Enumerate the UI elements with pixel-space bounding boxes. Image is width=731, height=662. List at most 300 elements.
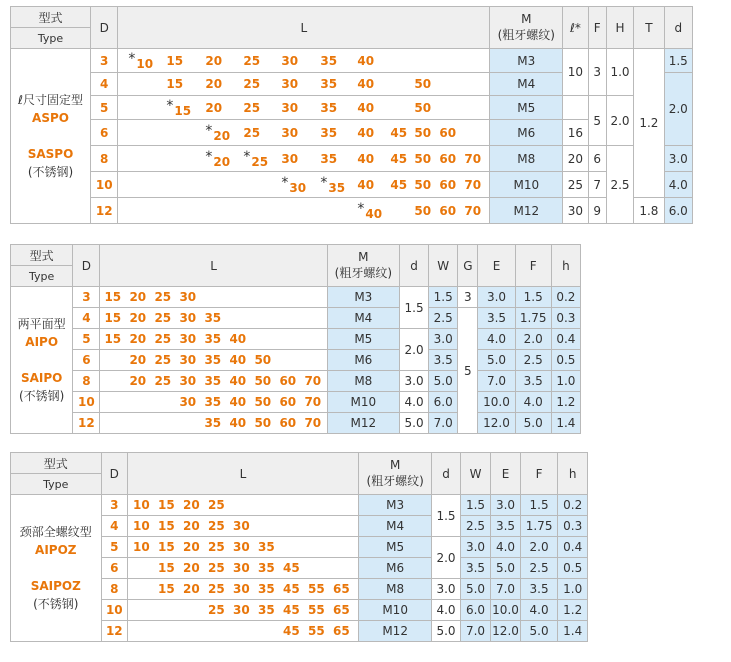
d-cell: 10 <box>91 172 118 198</box>
l-value <box>464 146 481 171</box>
g-cell: 5 <box>458 308 478 434</box>
l-value-number: 20 <box>213 128 231 143</box>
l-value-number: 10 <box>133 519 150 533</box>
l-value <box>439 198 456 223</box>
l-cell <box>128 537 359 558</box>
l-value <box>183 537 200 557</box>
t-cell: 1.8 <box>634 198 664 224</box>
f-cell: 4.0 <box>520 600 558 621</box>
m-cell: M6 <box>490 120 563 146</box>
e-cell: 3.5 <box>478 308 515 329</box>
f-cell: 1.5 <box>520 495 558 516</box>
w-cell: 7.0 <box>429 413 458 434</box>
l-value <box>414 198 431 223</box>
d-small-cell: 4.0 <box>432 600 460 621</box>
h-small-cell: 1.4 <box>551 413 580 434</box>
d-small-cell: 3.0 <box>400 371 429 392</box>
l-value <box>154 371 171 391</box>
d-cell: 8 <box>73 371 100 392</box>
h-small-cell: 1.0 <box>551 371 580 392</box>
f-cell: 6 <box>588 146 606 172</box>
w-cell: 3.0 <box>429 329 458 350</box>
d-cell: 10 <box>101 600 127 621</box>
d-small-cell: 1.5 <box>664 49 692 73</box>
d-cell: 6 <box>101 558 127 579</box>
type-header-en: Type <box>11 474 102 495</box>
l-value <box>229 392 246 412</box>
l-value <box>154 329 171 349</box>
e-cell: 10.0 <box>491 600 521 621</box>
m-header-label: M <box>521 12 532 26</box>
m-cell: M10 <box>327 392 399 413</box>
l-value <box>104 329 121 349</box>
l-value <box>204 413 221 433</box>
l-value-number: 10 <box>136 56 154 71</box>
e-cell: 7.0 <box>491 579 521 600</box>
l-value-number: 35 <box>204 416 222 430</box>
l-value <box>414 73 431 95</box>
l-value-number: 50 <box>414 77 432 91</box>
l-value <box>204 308 221 328</box>
l-value-number: 30 <box>179 332 197 346</box>
l-cell <box>100 308 327 329</box>
l-value-number: 70 <box>304 395 322 409</box>
l-value <box>205 73 222 95</box>
l-value <box>183 495 200 515</box>
l-value <box>204 371 221 391</box>
l-value <box>308 621 325 641</box>
l-value-number: 25 <box>208 519 225 533</box>
l-value-number: 60 <box>439 151 457 166</box>
l-value <box>320 120 337 145</box>
e-cell: 3.0 <box>478 287 515 308</box>
l-value-number: 10 <box>133 498 150 512</box>
type-header-cn: 型式 <box>11 245 73 266</box>
l-value <box>179 371 196 391</box>
l-value-number: 20 <box>183 561 200 575</box>
l-value-number: 50 <box>254 395 272 409</box>
l-value-number: 25 <box>208 498 225 512</box>
l-value-number: 20 <box>183 519 200 533</box>
l-value-number: 35 <box>258 540 275 554</box>
d-cell: 3 <box>101 495 127 516</box>
l-value <box>439 172 456 197</box>
w-header: W <box>460 453 491 495</box>
w-cell: 3.5 <box>460 558 491 579</box>
l-value-number: 40 <box>357 53 375 68</box>
d-cell: 4 <box>101 516 127 537</box>
l-cell <box>100 392 327 413</box>
l-value-number: 70 <box>464 177 482 192</box>
l-value <box>308 579 325 599</box>
l-value-number: 20 <box>205 77 223 91</box>
d-small-cell: 1.5 <box>400 287 429 329</box>
l-value-number: 60 <box>439 203 457 218</box>
type-cell <box>11 495 102 642</box>
d-cell: 4 <box>73 308 100 329</box>
l-value-number: 20 <box>129 311 147 325</box>
m-cell: M4 <box>359 516 432 537</box>
l-value-number: 25 <box>154 290 172 304</box>
l-value-number: 20 <box>205 100 223 115</box>
l-value <box>104 287 121 307</box>
l-value-number: 25 <box>243 53 261 68</box>
l-cell <box>128 579 359 600</box>
l-value <box>204 329 221 349</box>
w-cell: 2.5 <box>429 308 458 329</box>
l-value <box>320 146 337 171</box>
l-value-number: 65 <box>333 603 350 617</box>
l-value <box>154 350 171 370</box>
l-cell <box>118 73 490 96</box>
h-cell: 2.5 <box>606 146 633 224</box>
h-small-cell: 0.4 <box>558 537 588 558</box>
l-value <box>254 413 271 433</box>
l-value-number: 60 <box>439 177 457 192</box>
spec-table-aipo <box>10 244 581 434</box>
h-small-cell: 0.2 <box>558 495 588 516</box>
l-value <box>414 172 431 197</box>
l-value <box>133 495 150 515</box>
l-value <box>158 495 175 515</box>
l-value-number: 50 <box>414 177 432 192</box>
l-value-number: 20 <box>129 290 147 304</box>
d-cell: 6 <box>91 120 118 146</box>
l-value <box>254 392 271 412</box>
d-cell: 12 <box>91 198 118 224</box>
l-value <box>357 96 374 119</box>
l-value <box>179 308 196 328</box>
l-value-number: 35 <box>258 561 275 575</box>
e-cell: 5.0 <box>491 558 521 579</box>
l-value-number: 50 <box>254 416 272 430</box>
l-value-number: 35 <box>204 311 222 325</box>
h-cell: 2.0 <box>606 96 633 146</box>
l-header: L <box>100 245 327 287</box>
d-cell: 4 <box>91 73 118 96</box>
lstar-cell: 16 <box>563 120 588 146</box>
l-value <box>254 371 271 391</box>
asterisk-mark: * <box>205 122 213 139</box>
f-cell: 2.0 <box>515 329 551 350</box>
d-small-cell: 6.0 <box>664 198 692 224</box>
l-value <box>166 96 191 119</box>
l-value-number: 30 <box>179 395 197 409</box>
l-value <box>439 146 456 171</box>
l-value-number: 45 <box>283 603 300 617</box>
l-cell <box>128 600 359 621</box>
l-value-number: 55 <box>308 603 325 617</box>
t-header: T <box>634 7 664 49</box>
d-small-header: d <box>400 245 429 287</box>
l-value <box>281 120 298 145</box>
d-small-cell: 3.0 <box>432 579 460 600</box>
l-value-number: 45 <box>283 582 300 596</box>
type-name: ℓ尺寸固定型 <box>18 93 83 107</box>
l-value <box>133 516 150 536</box>
l-value-number: 40 <box>357 151 375 166</box>
m-cell: M5 <box>327 329 399 350</box>
l-value-number: 30 <box>281 77 299 91</box>
f-header: F <box>588 7 606 49</box>
l-cell <box>118 146 490 172</box>
l-value-number: 30 <box>233 519 250 533</box>
d-cell: 5 <box>91 96 118 120</box>
l-value-number: 50 <box>414 125 432 140</box>
l-value-number: 70 <box>464 203 482 218</box>
m-header-label: M <box>358 250 369 264</box>
l-value <box>229 413 246 433</box>
l-value <box>390 172 407 197</box>
type-cell <box>11 49 91 224</box>
e-cell: 12.0 <box>491 621 521 642</box>
l-value <box>308 600 325 620</box>
l-value-number: 25 <box>243 125 261 140</box>
type-code-stainless: SAIPO <box>20 371 63 385</box>
l-value <box>283 621 300 641</box>
h-small-cell: 1.2 <box>551 392 580 413</box>
h-small-cell: 1.4 <box>558 621 588 642</box>
l-value <box>104 308 121 328</box>
m-cell: M8 <box>327 371 399 392</box>
l-value <box>128 49 153 72</box>
l-value-number: 15 <box>158 540 175 554</box>
l-value-number: 45 <box>390 151 408 166</box>
l-value <box>279 413 296 433</box>
m-header-label: M <box>389 458 401 472</box>
l-value-number: 25 <box>243 100 261 115</box>
type-header-cn: 型式 <box>11 453 102 474</box>
d-cell: 3 <box>73 287 100 308</box>
w-cell: 5.0 <box>460 579 491 600</box>
l-value <box>258 537 275 557</box>
l-value-number: 45 <box>390 125 408 140</box>
f-cell: 5.0 <box>520 621 558 642</box>
l-value-number: 30 <box>281 53 299 68</box>
l-value <box>283 558 300 578</box>
l-cell <box>118 120 490 146</box>
l-value <box>243 73 260 95</box>
l-value-number: 60 <box>279 374 297 388</box>
l-value <box>183 579 200 599</box>
l-value-number: 35 <box>204 332 222 346</box>
m-cell: M10 <box>359 600 432 621</box>
e-cell: 7.0 <box>478 371 515 392</box>
l-cell <box>128 621 359 642</box>
l-value-number: 30 <box>233 603 250 617</box>
l-value <box>258 558 275 578</box>
w-cell: 6.0 <box>429 392 458 413</box>
l-value <box>183 516 200 536</box>
l-value-number: 35 <box>320 77 338 91</box>
l-value-number: 35 <box>320 125 338 140</box>
l-value-number: 35 <box>258 582 275 596</box>
d-cell: 10 <box>73 392 100 413</box>
l-value-number: 55 <box>308 582 325 596</box>
h-small-cell: 0.2 <box>551 287 580 308</box>
f-cell: 1.75 <box>520 516 558 537</box>
l-value-number: 55 <box>308 624 325 638</box>
d-small-cell: 5.0 <box>432 621 460 642</box>
l-value-number: 40 <box>229 374 247 388</box>
l-value <box>357 146 374 171</box>
l-value-number: 60 <box>279 395 297 409</box>
type-code: AIPOZ <box>35 543 77 557</box>
l-value-number: 20 <box>129 332 147 346</box>
l-value-number: 30 <box>179 353 197 367</box>
l-value <box>179 287 196 307</box>
l-value <box>179 350 196 370</box>
l-value <box>208 558 225 578</box>
type-header-en: Type <box>11 266 73 287</box>
l-value <box>333 600 350 620</box>
l-value <box>133 537 150 557</box>
l-cell <box>118 49 490 73</box>
l-value <box>233 537 250 557</box>
l-value-number: 25 <box>208 603 225 617</box>
d-small-cell: 2.0 <box>400 329 429 371</box>
l-value <box>204 350 221 370</box>
l-cell <box>100 287 327 308</box>
f-cell: 2.5 <box>520 558 558 579</box>
d-small-header: d <box>432 453 460 495</box>
f-cell: 9 <box>588 198 606 224</box>
f-cell: 7 <box>588 172 606 198</box>
w-cell: 2.5 <box>460 516 491 537</box>
l-value-number: 40 <box>229 353 247 367</box>
d-cell: 3 <box>91 49 118 73</box>
type-code-stainless: SASPO <box>27 147 74 161</box>
lstar-cell-empty <box>563 96 588 120</box>
e-header: E <box>478 245 515 287</box>
e-cell: 3.5 <box>491 516 521 537</box>
l-value <box>229 350 246 370</box>
f-cell: 3.5 <box>515 371 551 392</box>
m-header <box>490 7 563 49</box>
m-cell: M10 <box>490 172 563 198</box>
l-value-number: 30 <box>281 100 299 115</box>
e-header: E <box>491 453 521 495</box>
l-value-number: 35 <box>204 374 222 388</box>
l-value <box>320 49 337 72</box>
l-value-number: 15 <box>104 332 122 346</box>
type-material: (不锈钢) <box>33 597 79 611</box>
w-cell: 3.0 <box>460 537 491 558</box>
l-value <box>208 495 225 515</box>
l-value <box>129 329 146 349</box>
l-value <box>357 73 374 95</box>
l-value-number: 15 <box>158 519 175 533</box>
l-value-number: 15 <box>166 77 184 91</box>
l-value <box>357 172 374 197</box>
l-value-number: 25 <box>154 353 172 367</box>
e-cell: 10.0 <box>478 392 515 413</box>
l-value-number: 40 <box>229 395 247 409</box>
l-value <box>281 49 298 72</box>
l-value-number: 65 <box>333 624 350 638</box>
l-value <box>233 558 250 578</box>
e-cell: 4.0 <box>478 329 515 350</box>
f-cell: 3 <box>588 49 606 96</box>
h-small-cell: 1.2 <box>558 600 588 621</box>
l-value <box>258 579 275 599</box>
l-value <box>205 96 222 119</box>
l-value-number: 65 <box>333 582 350 596</box>
l-value-number: 25 <box>154 374 172 388</box>
l-value-number: 50 <box>414 151 432 166</box>
l-header: L <box>118 7 490 49</box>
l-value-number: 45 <box>283 624 300 638</box>
lstar-header: ℓ* <box>563 7 588 49</box>
l-cell <box>100 413 327 434</box>
l-value <box>414 146 431 171</box>
l-value <box>229 371 246 391</box>
m-header-sub: (粗牙螺纹) <box>366 474 424 488</box>
l-value-number: 20 <box>183 498 200 512</box>
l-value-number: 30 <box>233 561 250 575</box>
l-value-number: 20 <box>129 374 147 388</box>
l-value-number: 20 <box>205 53 223 68</box>
l-cell <box>100 371 327 392</box>
l-value <box>357 198 382 223</box>
l-value-number: 50 <box>254 353 272 367</box>
l-cell <box>100 329 327 350</box>
l-value-number: 30 <box>179 374 197 388</box>
l-value <box>183 558 200 578</box>
l-value-number: 15 <box>166 53 184 68</box>
l-value-number: 70 <box>304 416 322 430</box>
type-cell <box>11 287 73 434</box>
l-cell <box>128 558 359 579</box>
l-value-number: 45 <box>283 561 300 575</box>
l-value <box>166 73 183 95</box>
l-value <box>333 579 350 599</box>
l-value <box>205 120 230 145</box>
l-value <box>279 392 296 412</box>
type-code: AIPO <box>25 335 59 349</box>
lstar-cell: 30 <box>563 198 588 224</box>
e-cell: 12.0 <box>478 413 515 434</box>
f-cell: 1.75 <box>515 308 551 329</box>
f-cell: 5.0 <box>515 413 551 434</box>
l-value <box>357 49 374 72</box>
l-value <box>158 516 175 536</box>
l-value-number: 20 <box>183 582 200 596</box>
f-cell: 4.0 <box>515 392 551 413</box>
d-cell: 8 <box>101 579 127 600</box>
l-value-number: 40 <box>229 332 247 346</box>
l-value-number: 35 <box>320 53 338 68</box>
l-value <box>357 120 374 145</box>
m-cell: M5 <box>359 537 432 558</box>
l-value <box>464 198 481 223</box>
l-value <box>208 537 225 557</box>
asterisk-mark: * <box>320 174 328 191</box>
e-cell: 5.0 <box>478 350 515 371</box>
d-cell: 8 <box>91 146 118 172</box>
l-value <box>204 392 221 412</box>
d-cell: 5 <box>101 537 127 558</box>
l-value <box>229 329 246 349</box>
l-value-number: 30 <box>233 582 250 596</box>
asterisk-mark: * <box>205 148 213 165</box>
l-value <box>281 73 298 95</box>
f-header: F <box>520 453 558 495</box>
l-cell <box>118 172 490 198</box>
l-value <box>233 516 250 536</box>
h-small-cell: 0.3 <box>558 516 588 537</box>
f-cell: 1.5 <box>515 287 551 308</box>
